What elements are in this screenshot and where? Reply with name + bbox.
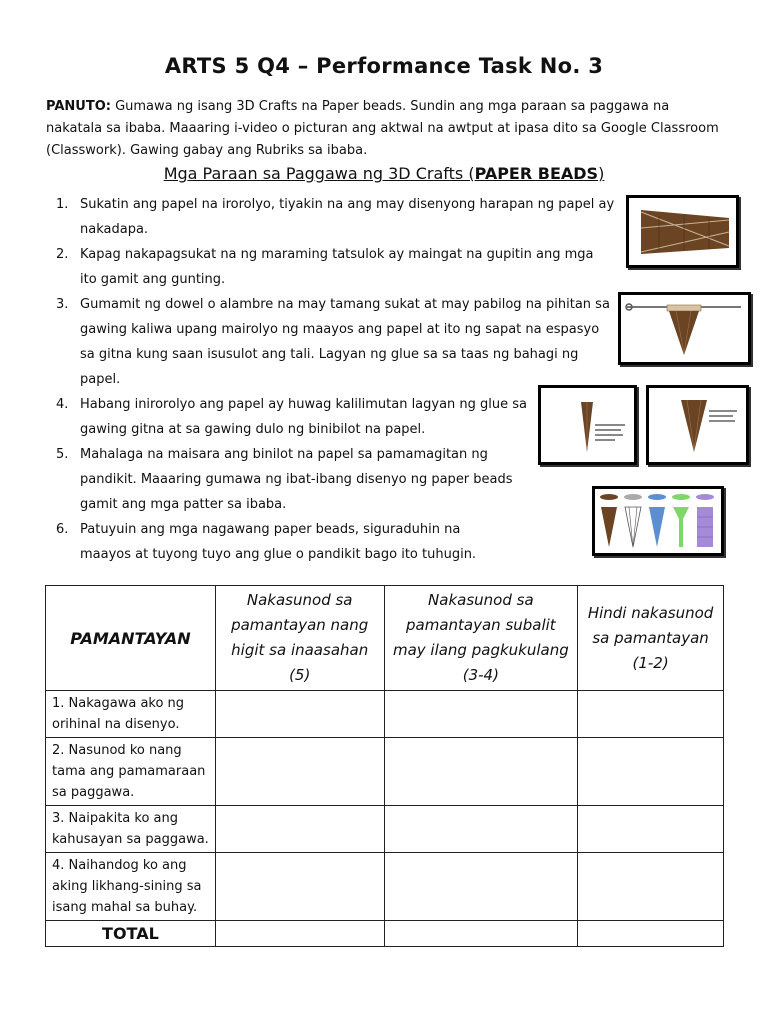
rubric-row xyxy=(46,691,724,738)
steps-heading-suffix: ) xyxy=(598,164,605,183)
figure-glue-step-b xyxy=(646,385,749,465)
steps-heading-bold: PAPER BEADS xyxy=(474,164,599,183)
rubric-criterion: 2. Nasunod ko nang tama ang pamamaraan sa paggawa. xyxy=(46,738,216,806)
instructions-text: Gumawa ng isang 3D Crafts na Paper beads. Sundin ang mga paraan sa paggawa na nakatala sa ibaba. Maaaring i-video o picturan ang aktwal na awtput at ipasa dito sa Google Classroom (Classwork). Gawing gabay ang Rubriks sa ibaba. xyxy=(46,99,719,158)
step-text: Kapag nakapagsukat na ng maraming tatsulok ay maingat na gupitin ang mga ito gamit ang gunting. xyxy=(80,247,594,287)
rubric-cell xyxy=(578,738,724,806)
bead-patterns-illustration xyxy=(595,489,721,553)
rubric-header-criteria: PAMANTAYAN xyxy=(46,586,216,691)
rubric-row xyxy=(46,806,724,853)
rubric-header-poor: Hindi nakasunod sa pamantayan (1-2) xyxy=(578,586,724,691)
step-text: Patuyuin ang mga nagawang paper beads, siguraduhin na maayos at tuyong tuyo ang glue o pandikit bago ito tuhugin. xyxy=(80,522,477,562)
rubric-cell xyxy=(578,853,724,921)
rubric-criterion: 1. Nakagawa ako ng orihinal na disenyo. xyxy=(46,691,216,738)
step-1 xyxy=(56,192,640,242)
instructions xyxy=(46,96,726,162)
step-number: 3. xyxy=(56,297,69,312)
step-number: 1. xyxy=(56,197,69,212)
rubric-cell xyxy=(578,921,724,947)
glue-illustration-a xyxy=(541,388,634,462)
rubric-cell xyxy=(384,806,578,853)
rubric-total-label: TOTAL xyxy=(46,921,216,947)
rubric-total-row xyxy=(46,921,724,947)
steps-heading xyxy=(0,164,768,183)
rubric-cell xyxy=(215,853,384,921)
figure-glue-step-a xyxy=(538,385,637,465)
rubric-table xyxy=(45,585,724,947)
step-text: Habang inirorolyo ang papel ay huwag kalilimutan lagyan ng glue sa gawing gitna at sa gawing dulo ng binibilot na papel. xyxy=(80,397,528,437)
figure-paper-strips xyxy=(626,195,739,268)
steps-list xyxy=(56,192,616,567)
rubric-cell xyxy=(215,921,384,947)
rubric-cell xyxy=(215,691,384,738)
step-5 xyxy=(56,442,520,517)
step-text: Sukatin ang papel na irorolyo, tiyakin na ang may disenyong harapan ng papel ay nakadapa. xyxy=(80,197,615,237)
step-text: Mahalaga na maisara ang binilot na papel sa pamamagitan ng pandikit. Maaaring gumawa ng ibat-ibang disenyo ng paper beads gamit ang mga patter sa ibaba. xyxy=(80,447,513,512)
rubric-criterion: 4. Naihandog ko ang aking likhang-sining sa isang mahal sa buhay. xyxy=(46,853,216,921)
step-number: 5. xyxy=(56,447,69,462)
dowel-illustration xyxy=(621,295,748,362)
rubric-row xyxy=(46,853,724,921)
figure-bead-patterns xyxy=(592,486,724,556)
rubric-criterion: 3. Naipakita ko ang kahusayan sa paggawa. xyxy=(46,806,216,853)
rubric-cell xyxy=(384,691,578,738)
step-number: 2. xyxy=(56,247,69,262)
rubric-cell xyxy=(215,738,384,806)
rubric-cell xyxy=(578,806,724,853)
step-3 xyxy=(56,292,610,392)
steps-heading-prefix: Mga Paraan sa Paggawa ng 3D Crafts ( xyxy=(163,164,475,183)
paper-strips-illustration xyxy=(629,198,736,265)
glue-illustration-b xyxy=(649,388,746,462)
rubric-header-excellent: Nakasunod sa pamantayan nang higit sa inaasahan (5) xyxy=(215,586,384,691)
rubric-header-good: Nakasunod sa pamantayan subalit may ilang pagkukulang (3-4) xyxy=(384,586,578,691)
rubric-row xyxy=(46,738,724,806)
rubric-cell xyxy=(215,806,384,853)
figure-dowel-roll xyxy=(618,292,751,365)
step-2 xyxy=(56,242,610,292)
step-number: 4. xyxy=(56,397,69,412)
step-text: Gumamit ng dowel o alambre na may tamang sukat at may pabilog na pihitan sa gawing kaliwa upang mairolyo ng maayos ang papel at ito ng sapat na espasyo sa gitna kung saan isusulot ang tali. Lagyan ng glue sa sa taas ng bahagi ng papel. xyxy=(80,297,610,387)
rubric-cell xyxy=(384,921,578,947)
rubric-cell xyxy=(384,853,578,921)
rubric-header-row xyxy=(46,586,724,691)
step-number: 6. xyxy=(56,522,69,537)
rubric-cell xyxy=(578,691,724,738)
page-title: ARTS 5 Q4 – Performance Task No. 3 xyxy=(164,54,604,78)
step-4 xyxy=(56,392,530,442)
instructions-label: PANUTO: xyxy=(46,99,111,114)
rubric-cell xyxy=(384,738,578,806)
step-6 xyxy=(56,517,500,567)
